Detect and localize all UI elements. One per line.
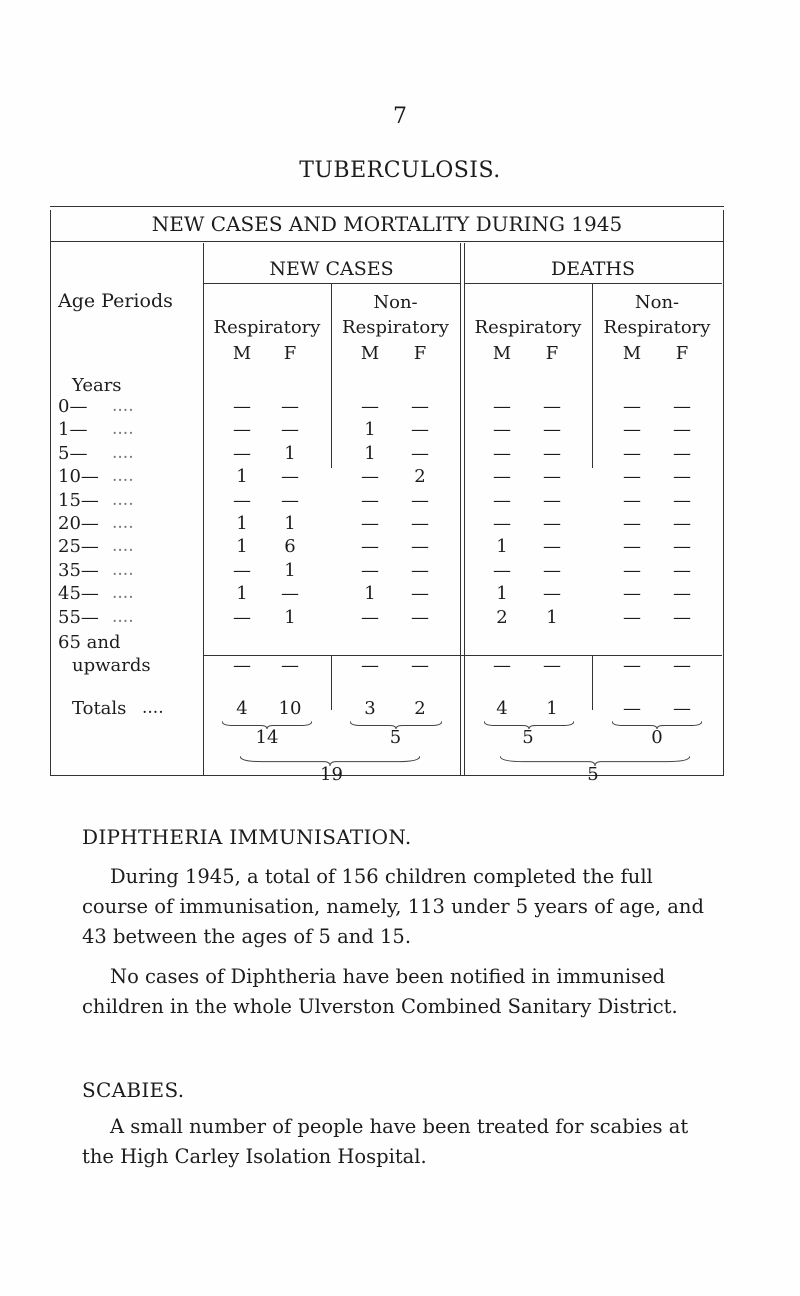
col-rule-mid [460,243,461,775]
table-cell: — [411,606,429,628]
table-cell: — [673,396,691,417]
leader-dots: .... [112,559,134,580]
table-cell: — [281,489,299,511]
table-cell: 1 [284,442,296,464]
table-cell: — [281,655,299,676]
age-periods-label: Age Periods [58,290,173,312]
total-cell: 4 [236,698,248,719]
table-cell: — [361,606,379,628]
table-cell: 1 [284,559,296,581]
grand-total-deaths: 5 [587,764,599,785]
leader-dots: .... [112,536,134,557]
leader-dots: .... [112,466,134,487]
leader-dots: .... [112,442,134,463]
total-cell: 4 [496,698,508,719]
table-cell: 1 [284,606,296,628]
deaths-rule [464,283,722,284]
total-cell: 10 [278,698,302,719]
table-cell: — [623,606,641,628]
deaths-resp-label: Respiratory [474,317,582,338]
totals-dots: .... [142,698,164,718]
table-cell: — [411,536,429,558]
total-cell: — [623,698,641,719]
table-cell: 1 [236,513,248,534]
table-cell: — [493,655,511,676]
table-cell: — [361,396,379,417]
table-cell: 1 [364,442,376,464]
diphtheria-paragraph-2: No cases of Diphtheria have been notified in immunised children in the whole Ulverston Combined Sanitary District. [82,965,678,1018]
table-cell: — [281,466,299,488]
header-f: F [545,343,559,364]
table-cell: — [623,419,641,441]
subtotal-deaths-nonresp: 0 [651,727,663,748]
table-cell: — [411,419,429,441]
table-cell: — [673,606,691,628]
age-period-cell: 55— [58,606,99,628]
leader-dots: .... [112,606,134,627]
table-cell: — [411,396,429,417]
header-f: F [675,343,689,364]
table-cell: — [411,489,429,511]
leader-dots: .... [112,583,134,604]
age-period-cell: 1— [58,419,88,441]
total-cell: — [673,698,691,719]
table-caption: NEW CASES AND MORTALITY DURING 1945 [151,212,623,236]
table-cell: 1 [496,536,508,558]
deaths-nonresp-label-2: Respiratory [603,317,711,338]
header-f: F [283,343,297,364]
table-cell: — [411,442,429,464]
table-cell: — [673,655,691,676]
scabies-heading: SCABIES. [82,1078,185,1102]
table-cell: — [623,513,641,534]
age-65-label-1: 65 and [58,632,121,653]
table-cell: — [411,559,429,581]
new-cases-rule [203,283,461,284]
deaths-header: DEATHS [550,258,636,280]
header-f: F [413,343,427,364]
new-nonresp-label-2: Respiratory [342,317,449,338]
table-cell: — [281,419,299,441]
header-m: M [360,343,380,364]
grand-total-new: 19 [320,764,343,785]
new-nonresp-label-1: Non- [373,292,418,313]
leader-dots: .... [112,396,134,416]
table-cell: — [233,489,251,511]
table-cell: — [361,655,379,676]
table-cell: — [623,466,641,488]
col-rule-deaths-1b [592,655,593,710]
diphtheria-heading: DIPHTHERIA IMMUNISATION. [82,825,412,849]
totals-label: Totals [72,698,127,719]
table-cell: 1 [236,466,248,488]
total-cell: 3 [364,698,376,719]
total-cell: 1 [546,698,558,719]
header-m: M [492,343,512,364]
leader-dots: .... [112,419,134,440]
table-cell: — [543,442,561,464]
age-period-cell: 35— [58,559,99,581]
table-cell: — [673,466,691,488]
table-cell: 6 [284,536,296,558]
table-cell: — [493,419,511,441]
table-cell: — [623,442,641,464]
table-cell: — [623,396,641,417]
table-cell: 1 [236,536,248,558]
table-cell: 1 [546,606,558,628]
table-cell: — [543,396,561,417]
table-cell: — [493,513,511,534]
age-period-cell: 20— [58,513,99,534]
table-cell: 1 [496,583,508,605]
table-cell: — [411,583,429,605]
table-cell: — [233,559,251,581]
table-cell: 1 [236,583,248,605]
table-cell: — [233,396,251,417]
table-cell: — [673,419,691,441]
table-cell: 1 [364,583,376,605]
table-cell: — [623,536,641,558]
table-cell: — [543,536,561,558]
table-cell: — [673,583,691,605]
table-cell: — [281,583,299,605]
table-cell: — [361,513,379,534]
table-cell: — [623,559,641,581]
age-period-cell: 0— [58,396,88,417]
page-title: TUBERCULOSIS. [299,158,501,183]
table-cell: — [361,466,379,488]
table-cell: — [361,536,379,558]
header-m: M [622,343,642,364]
table-cell: — [543,655,561,676]
table-cell: — [673,489,691,511]
table-cell: — [673,513,691,534]
table-cell: — [623,583,641,605]
subtotal-new-nonresp: 5 [389,727,402,748]
table-cell: 1 [284,513,296,534]
age-period-cell: 5— [58,442,88,464]
table-cell: — [543,419,561,441]
table-cell: — [493,396,511,417]
age-65-label-2: upwards [72,655,151,676]
leader-dots: .... [112,513,134,533]
table-cell: — [543,559,561,581]
table-cell: — [233,606,251,628]
new-cases-header: NEW CASES [269,258,394,280]
table-cell: 2 [496,606,508,628]
table-cell: — [673,559,691,581]
table-cell: 2 [414,466,426,488]
deaths-nonresp-label-1: Non- [634,292,680,313]
scabies-paragraph: A small number of people have been treated for scabies at the High Carley Isolation Hospital. [82,1115,689,1168]
subtotal-new-resp: 14 [255,727,279,748]
table-cell: — [361,559,379,581]
age-period-cell: 45— [58,583,99,605]
table-cell: — [623,489,641,511]
diphtheria-paragraph-1: During 1945, a total of 156 children completed the full course of immunisation, namely, 113 under 5 years of age, and 43 between the ages of 5 and 15. [82,865,704,948]
page-number: 7 [393,104,407,129]
table-cell: — [543,583,561,605]
table-cell: — [281,396,299,417]
new-resp-label: Respiratory [213,317,321,338]
table-cell: — [493,442,511,464]
table-cell: — [493,466,511,488]
table-cell: — [543,513,561,534]
table-cell: — [623,655,641,676]
table-cell: 1 [364,419,376,441]
table-cell: — [411,655,429,676]
table-cell: — [543,466,561,488]
table-cell: — [673,536,691,558]
age-period-cell: 15— [58,489,99,511]
table-cell: — [493,559,511,581]
table-cell: — [233,419,251,441]
table-top-rule [50,206,724,207]
total-cell: 2 [414,698,426,719]
table-cell: — [493,489,511,511]
age-period-cell: 10— [58,466,99,488]
table-cell: — [233,442,251,464]
header-m: M [232,343,252,364]
table-cell: — [673,442,691,464]
table-cell: — [233,655,251,676]
table-cell: — [543,489,561,511]
table-cell: — [361,489,379,511]
age-period-cell: 25— [58,536,99,558]
leader-dots: .... [112,489,134,510]
years-label: Years [72,375,122,396]
subtotal-deaths-resp: 5 [522,727,534,748]
col-rule-new-1b [331,655,332,710]
table-cell: — [411,513,429,534]
